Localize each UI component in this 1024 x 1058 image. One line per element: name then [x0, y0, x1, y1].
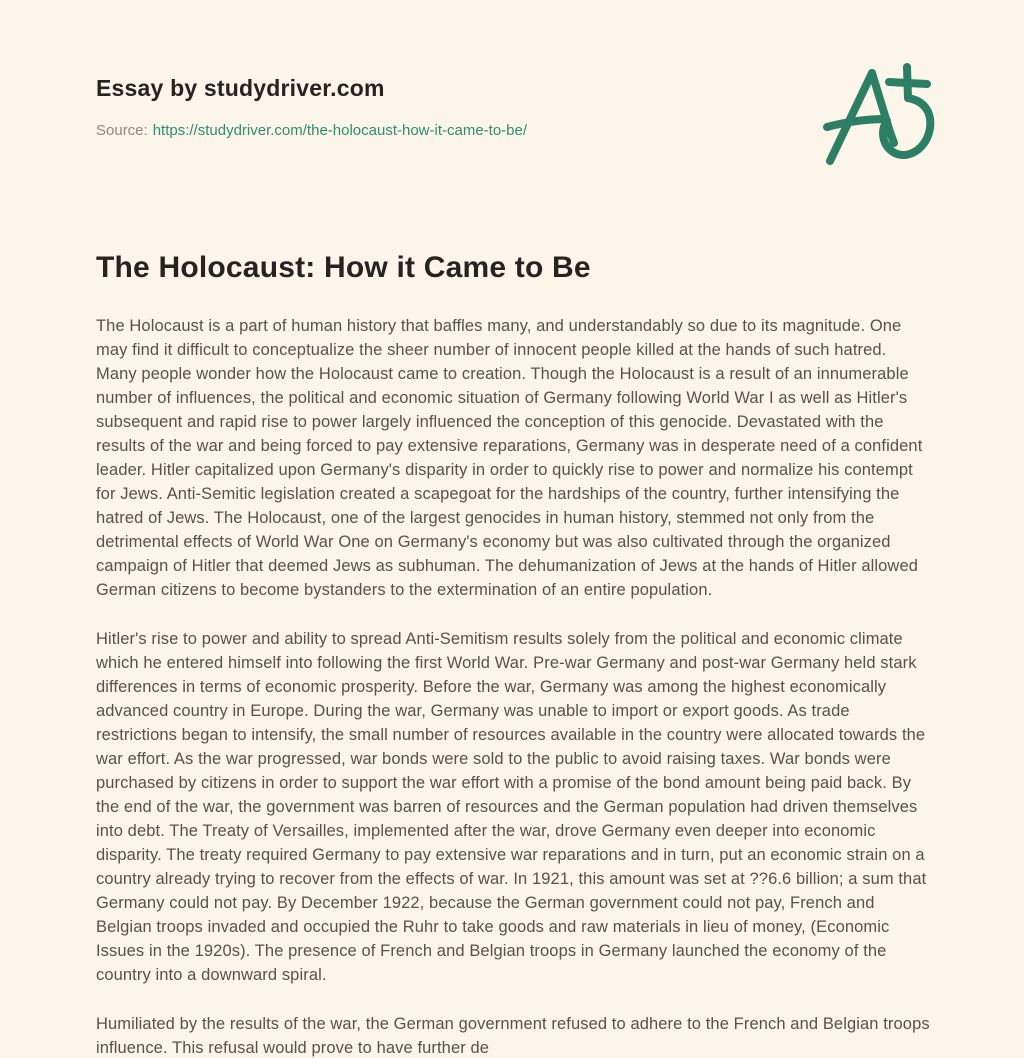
essay-paragraph: Hitler's rise to power and ability to spread Anti-Semitism results solely from the political and economic climate which he entered himself into following the first World War. Pre-war Germany and post-war Germany held stark differences in terms of economic prosperity. Before the war, Germany was among the highest economically advanced country in Europe. During the war, Germany was unable to import or export goods. As trade restrictions began to intensify, the small number of resources available in the country were allocated towards the war effort. As the war progressed, war bonds were sold to the public to avoid raising taxes. War bonds were purchased by citizens in order to support the war effort with a promise of the bond amount being paid back. By the end of the war, the government was barren of resources and the German population had driven themselves into debt. The Treaty of Versailles, implemented after the war, drove Germany even deeper into economic disparity. The treaty required Germany to pay extensive war reparations and in turn, put an economic strain on a country already trying to recover from the effects of war. In 1921, this amount was set at ??6.6 billion; a sum that Germany could not pay. By December 1922, because the German government could not pay, French and Belgian troops invaded and occupied the Ruhr to take goods and raw materials in lieu of money, (Economic Issues in the 1920s). The presence of French and Belgian troops in Germany launched the economy of the country into a downward spiral.: [96, 630, 927, 984]
document-header: [96, 74, 527, 140]
source-link[interactable]: https://studydriver.com/the-holocaust-how-it-came-to-be/: [152, 122, 528, 139]
essay-title: The Holocaust: How it Came to Be: [96, 251, 591, 284]
source-label: Source:: [96, 122, 148, 139]
source-line: [96, 122, 527, 140]
byline-heading: Essay by studydriver.com: [96, 75, 385, 101]
essay-body: [96, 314, 930, 1058]
a-plus-logo-icon: [820, 60, 940, 170]
essay-paragraph: The Holocaust is a part of human history that baffles many, and understandably so due to its magnitude. One may find it difficult to conceptualize the sheer number of innocent people killed at the hands of such hatred. Many people wonder how the Holocaust came to creation. Though the Holocaust is a result of an innumerable number of influences, the political and economic situation of Germany following World War I as well as Hitler's subsequent and rapid rise to power largely influenced the conception of this genocide. Devastated with the results of the war and being forced to pay extensive reparations, Germany was in desperate need of a confident leader. Hitler capitalized upon Germany's disparity in order to quickly rise to power and normalize his contempt for Jews. Anti-Semitic legislation created a scapegoat for the hardships of the country, further intensifying the hatred of Jews. The Holocaust, one of the largest genocides in human history, stemmed not only from the detrimental effects of World War One on Germany's economy but was also cultivated through the organized campaign of Hitler that deemed Jews as subhuman. The dehumanization of Jews at the hands of Hitler allowed German citizens to become bystanders to the extermination of an entire population.: [96, 317, 923, 599]
essay-paragraph: Humiliated by the results of the war, the German government refused to adhere to the French and Belgian troops influence. This refusal would prove to have further de: [96, 1015, 930, 1057]
